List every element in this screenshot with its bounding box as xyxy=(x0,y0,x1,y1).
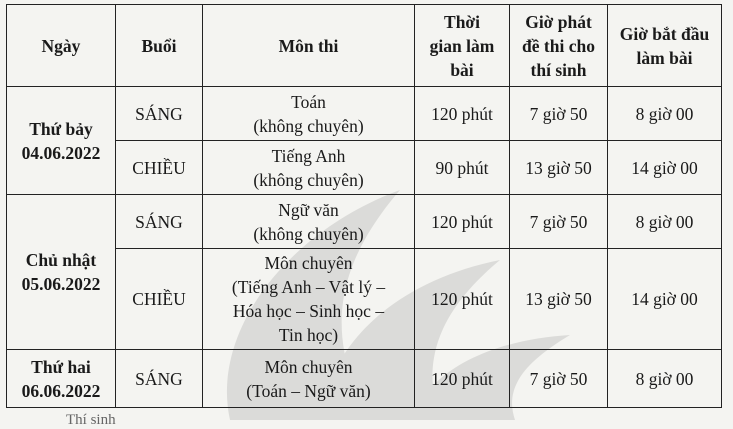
duration-cell: 90 phút xyxy=(415,141,510,195)
day-cell xyxy=(7,87,116,195)
subject-line: Môn chuyên xyxy=(264,356,353,377)
header-duration-line: Thời xyxy=(444,11,480,32)
session-cell: CHIỀU xyxy=(116,249,203,350)
footnote-text: Thí sinh xyxy=(66,412,116,428)
duration-cell: 120 phút xyxy=(415,249,510,350)
header-duration-line: bài xyxy=(450,59,474,80)
header-session: Buổi xyxy=(116,5,203,87)
header-start-line: làm bài xyxy=(636,47,693,68)
exam-schedule-table xyxy=(6,4,722,408)
subject-line: Tiếng Anh xyxy=(271,145,346,166)
subject-line: (không chuyên) xyxy=(253,115,364,136)
subject-cell xyxy=(203,87,415,141)
duration-cell: 120 phút xyxy=(415,195,510,249)
day-cell xyxy=(7,195,116,350)
subject-line: Toán xyxy=(291,91,326,112)
day-date: 06.06.2022 xyxy=(21,380,101,401)
distribute-cell: 7 giờ 50 xyxy=(510,195,608,249)
distribute-cell: 13 giờ 50 xyxy=(510,141,608,195)
start-cell: 8 giờ 00 xyxy=(608,350,722,408)
header-distribute-time xyxy=(510,5,608,87)
header-duration-line: gian làm xyxy=(429,35,495,56)
header-row xyxy=(7,5,722,87)
start-cell: 14 giờ 00 xyxy=(608,249,722,350)
subject-cell xyxy=(203,249,415,350)
day-date: 05.06.2022 xyxy=(21,274,101,294)
header-day: Ngày xyxy=(7,5,116,87)
start-cell: 14 giờ 00 xyxy=(608,141,722,195)
header-subject: Môn thi xyxy=(203,5,415,87)
table-row xyxy=(7,350,722,408)
duration-cell: 120 phút xyxy=(415,350,510,408)
subject-line: (không chuyên) xyxy=(253,223,364,244)
header-duration xyxy=(415,5,510,87)
header-distribute-line: Giờ phát xyxy=(525,11,592,32)
subject-line: Tin học) xyxy=(278,325,339,345)
session-cell: CHIỀU xyxy=(116,141,203,195)
subject-line: (Toán – Ngữ văn) xyxy=(246,380,371,401)
start-cell: 8 giờ 00 xyxy=(608,195,722,249)
day-name: Chủ nhật xyxy=(25,250,97,270)
duration-cell: 120 phút xyxy=(415,87,510,141)
header-start-line: Giờ bắt đầu xyxy=(619,23,710,44)
table-row xyxy=(7,195,722,249)
header-start-time xyxy=(608,5,722,87)
header-distribute-line: đề thi cho xyxy=(522,35,595,56)
session-cell: SÁNG xyxy=(116,87,203,141)
subject-line: Môn chuyên xyxy=(264,253,353,273)
subject-cell xyxy=(203,350,415,408)
day-date: 04.06.2022 xyxy=(21,142,101,163)
table-row xyxy=(7,87,722,141)
session-cell: SÁNG xyxy=(116,195,203,249)
subject-line: (không chuyên) xyxy=(253,169,364,190)
distribute-cell: 7 giờ 50 xyxy=(510,87,608,141)
subject-line: Hóa học – Sinh học – xyxy=(232,301,385,321)
header-distribute-line: thí sinh xyxy=(530,59,587,80)
subject-cell xyxy=(203,195,415,249)
session-cell: SÁNG xyxy=(116,350,203,408)
day-name: Thứ bảy xyxy=(29,118,93,139)
day-name: Thứ hai xyxy=(31,356,91,377)
day-cell xyxy=(7,350,116,408)
subject-line: (Tiếng Anh – Vật lý – xyxy=(231,277,386,297)
subject-line: Ngữ văn xyxy=(278,199,339,220)
distribute-cell: 13 giờ 50 xyxy=(510,249,608,350)
start-cell: 8 giờ 00 xyxy=(608,87,722,141)
distribute-cell: 7 giờ 50 xyxy=(510,350,608,408)
subject-cell xyxy=(203,141,415,195)
